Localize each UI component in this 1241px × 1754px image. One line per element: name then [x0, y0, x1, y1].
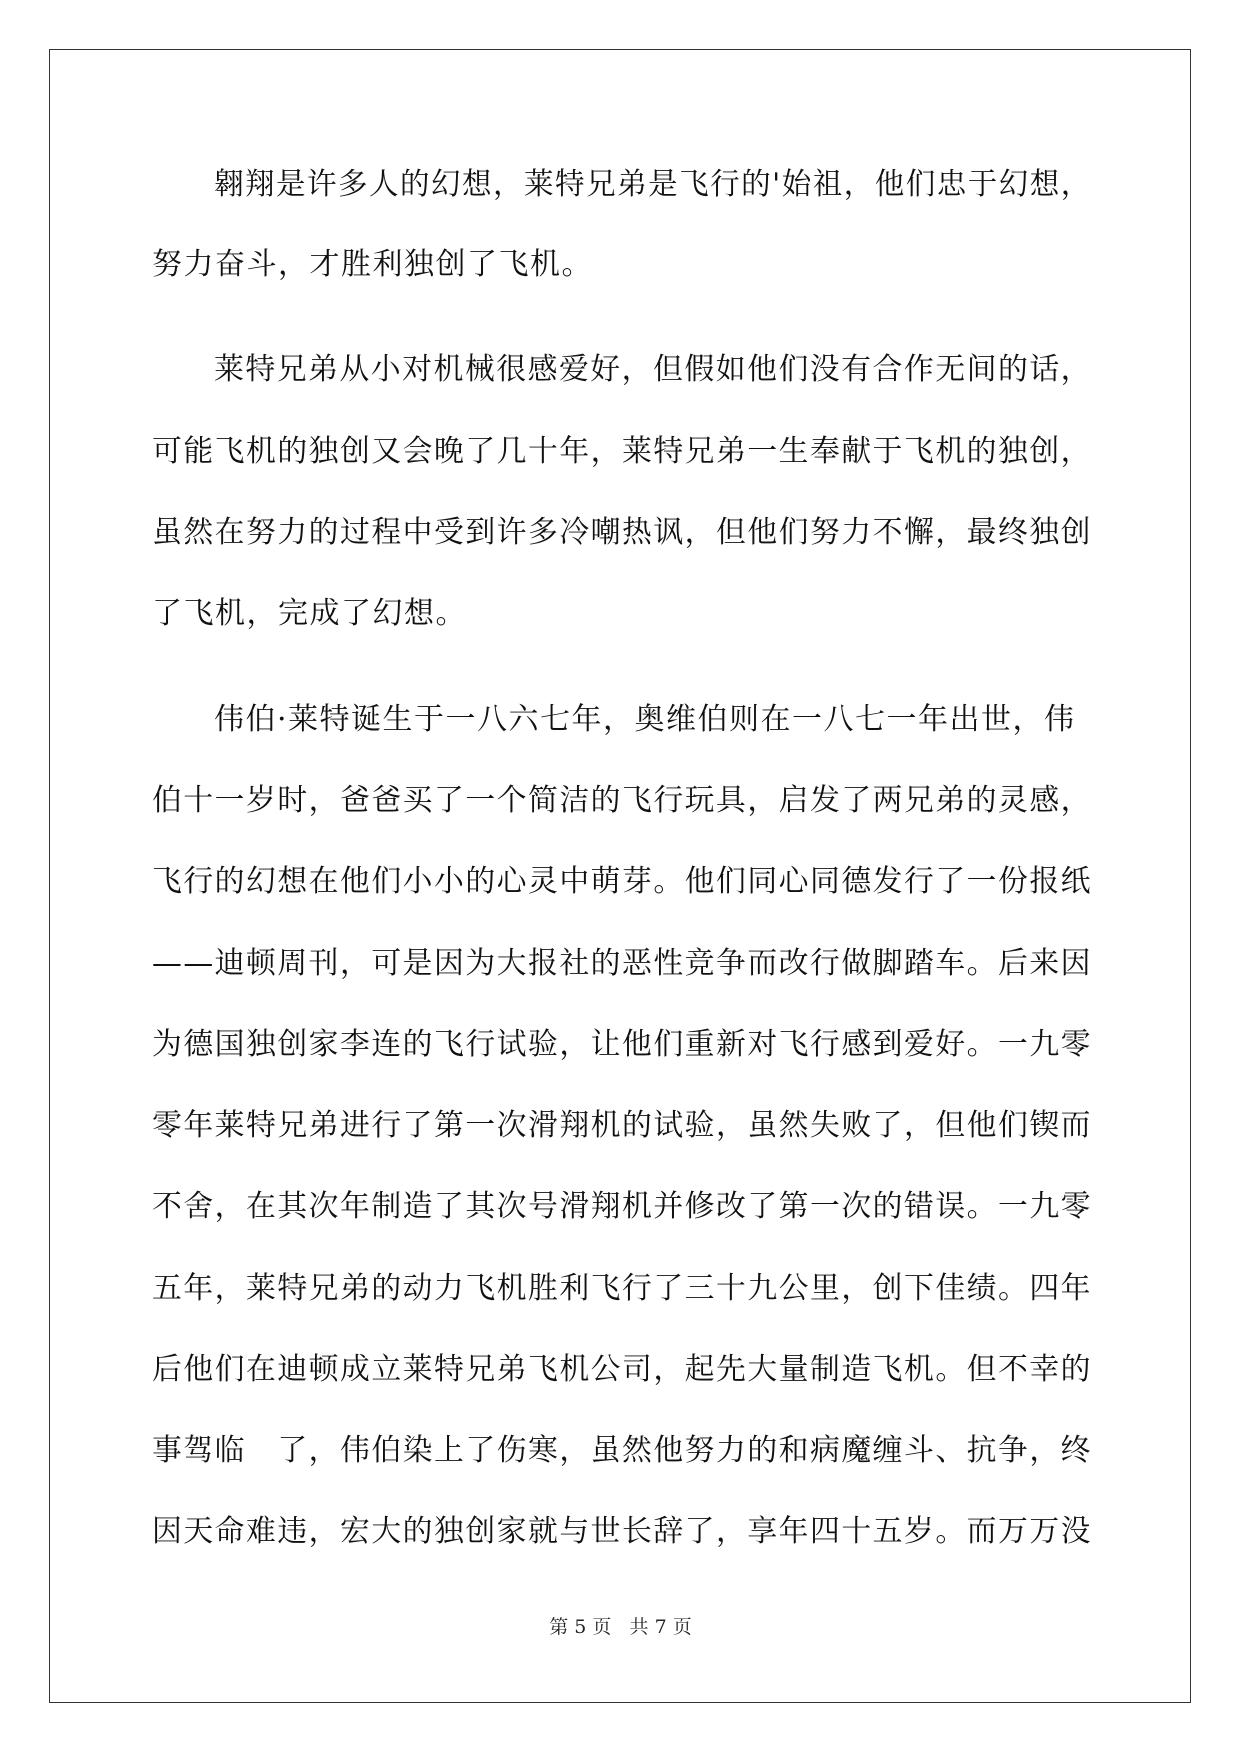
paragraph-line: 因天命难违，宏大的独创家就与世长辞了，享年四十五岁。而万万没: [152, 1514, 1092, 1549]
paragraph-line: 五年，莱特兄弟的动力飞机胜利飞行了三十九公里，创下佳绩。四年: [152, 1271, 1092, 1306]
page-number-footer: 第 5 页 共 7 页: [549, 1616, 692, 1638]
paragraph-line: 莱特兄弟从小对机械很感爱好，但假如他们没有合作无间的话，: [214, 352, 1093, 387]
paragraph-line: 可能飞机的独创又会晚了几十年，莱特兄弟一生奉献于飞机的独创，: [152, 434, 1092, 469]
paragraph-line: 虽然在努力的过程中受到许多冷嘲热讽，但他们努力不懈，最终独创: [152, 515, 1092, 550]
paragraph-line: 伯十一岁时，爸爸买了一个简洁的飞行玩具，启发了两兄弟的灵感，: [152, 783, 1092, 818]
paragraph-line: 后他们在迪顿成立莱特兄弟飞机公司，起先大量制造飞机。但不幸的: [152, 1352, 1092, 1387]
paragraph-line: 翱翔是许多人的幻想，莱特兄弟是飞行的'始祖，他们忠于幻想，: [214, 167, 1092, 202]
paragraph-line: 伟伯·莱特诞生于一八六七年，奥维伯则在一八七一年出世，伟: [214, 702, 1076, 737]
paragraph-line: 为德国独创家李连的飞行试验，让他们重新对飞行感到爱好。一九零: [152, 1027, 1092, 1062]
paragraph-line: 了飞机，完成了幻想。: [152, 596, 467, 631]
paragraph-line: 飞行的幻想在他们小小的心灵中萌芽。他们同心同德发行了一份报纸: [152, 864, 1092, 899]
paragraph-line: 零年莱特兄弟进行了第一次滑翔机的试验，虽然失败了，但他们锲而: [152, 1108, 1092, 1143]
paragraph-line: 不舍，在其次年制造了其次号滑翔机并修改了第一次的错误。一九零: [152, 1189, 1092, 1224]
paragraph-line: 努力奋斗，才胜利独创了飞机。: [152, 247, 593, 282]
paragraph-line: 事驾临 了，伟伯染上了伤寒，虽然他努力的和病魔缠斗、抗争，终: [152, 1433, 1092, 1468]
paragraph-line: ——迪顿周刊，可是因为大报社的恶性竞争而改行做脚踏车。后来因: [152, 946, 1092, 981]
